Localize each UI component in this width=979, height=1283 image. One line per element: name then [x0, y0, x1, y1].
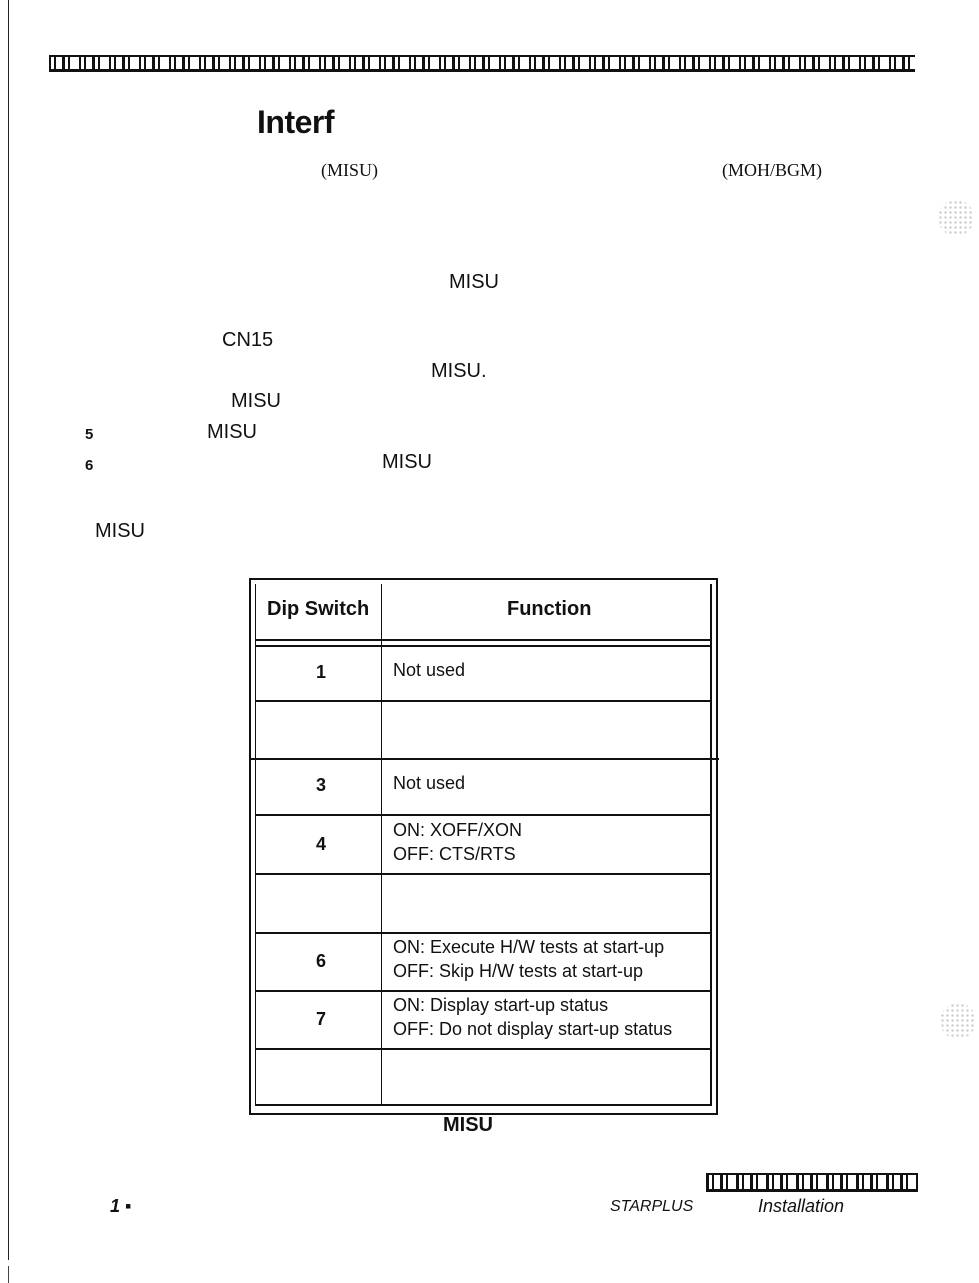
step-6-misu: MISU	[382, 451, 432, 473]
body-cn15: CN15	[222, 329, 274, 351]
row-7-function-off: OFF: Do not display start-up status	[393, 1019, 673, 1039]
header-dip-switch: Dip Switch	[267, 598, 370, 620]
row-4-switch: 4	[315, 834, 326, 854]
scan-speckle-bottom	[940, 1003, 976, 1039]
row-divider	[255, 814, 711, 816]
table-caption: MISU	[443, 1114, 493, 1136]
intro-misu-text: (MISU)	[321, 160, 378, 180]
footer-brand: STARPLUS	[610, 1198, 694, 1215]
page-bottom-tick	[8, 1266, 9, 1283]
row-6-function-on: ON: Execute H/W tests at start-up	[393, 937, 665, 957]
row-3-switch: 3	[315, 775, 326, 795]
greek-key-border-bottom	[706, 1173, 918, 1192]
row-4-function-off: OFF: CTS/RTS	[393, 844, 516, 864]
body-misu-3: MISU	[231, 390, 281, 412]
greek-key-border-top	[49, 55, 915, 72]
row-divider	[255, 990, 711, 992]
row-divider	[249, 758, 719, 760]
row-divider	[255, 873, 711, 875]
row-divider	[255, 1048, 711, 1050]
section-title: Interf	[257, 104, 334, 140]
step-6-number: 6	[85, 457, 94, 474]
row-divider	[255, 932, 711, 934]
footer-page-number: 1 ▪	[110, 1196, 132, 1216]
step-5-number: 5	[85, 426, 94, 443]
scan-speckle-top	[938, 200, 974, 236]
row-4-function-on: ON: XOFF/XON	[393, 820, 523, 840]
row-6-switch: 6	[315, 951, 326, 971]
row-3-function: Not used	[393, 773, 466, 793]
row-7-function-on: ON: Display start-up status	[393, 995, 609, 1015]
row-1-switch: 1	[315, 662, 326, 682]
step-5-misu: MISU	[207, 421, 257, 443]
header-divider	[255, 639, 711, 641]
body-misu-2: MISU.	[431, 360, 487, 382]
table-bottom-divider	[255, 1104, 711, 1106]
body-misu-left: MISU	[95, 520, 145, 542]
row-6-function-off: OFF: Skip H/W tests at start-up	[393, 961, 644, 981]
header-function: Function	[507, 598, 592, 620]
row-divider	[255, 700, 711, 702]
dip-switch-table	[249, 578, 716, 1113]
row-7-switch: 7	[315, 1009, 326, 1029]
row-1-function: Not used	[393, 660, 466, 680]
body-misu-1: MISU	[449, 271, 499, 293]
page-left-rule	[8, 0, 9, 1260]
header-divider-double	[255, 645, 711, 647]
intro-mohbgm-text: (MOH/BGM)	[722, 160, 823, 180]
footer-installation: Installation	[758, 1196, 845, 1216]
